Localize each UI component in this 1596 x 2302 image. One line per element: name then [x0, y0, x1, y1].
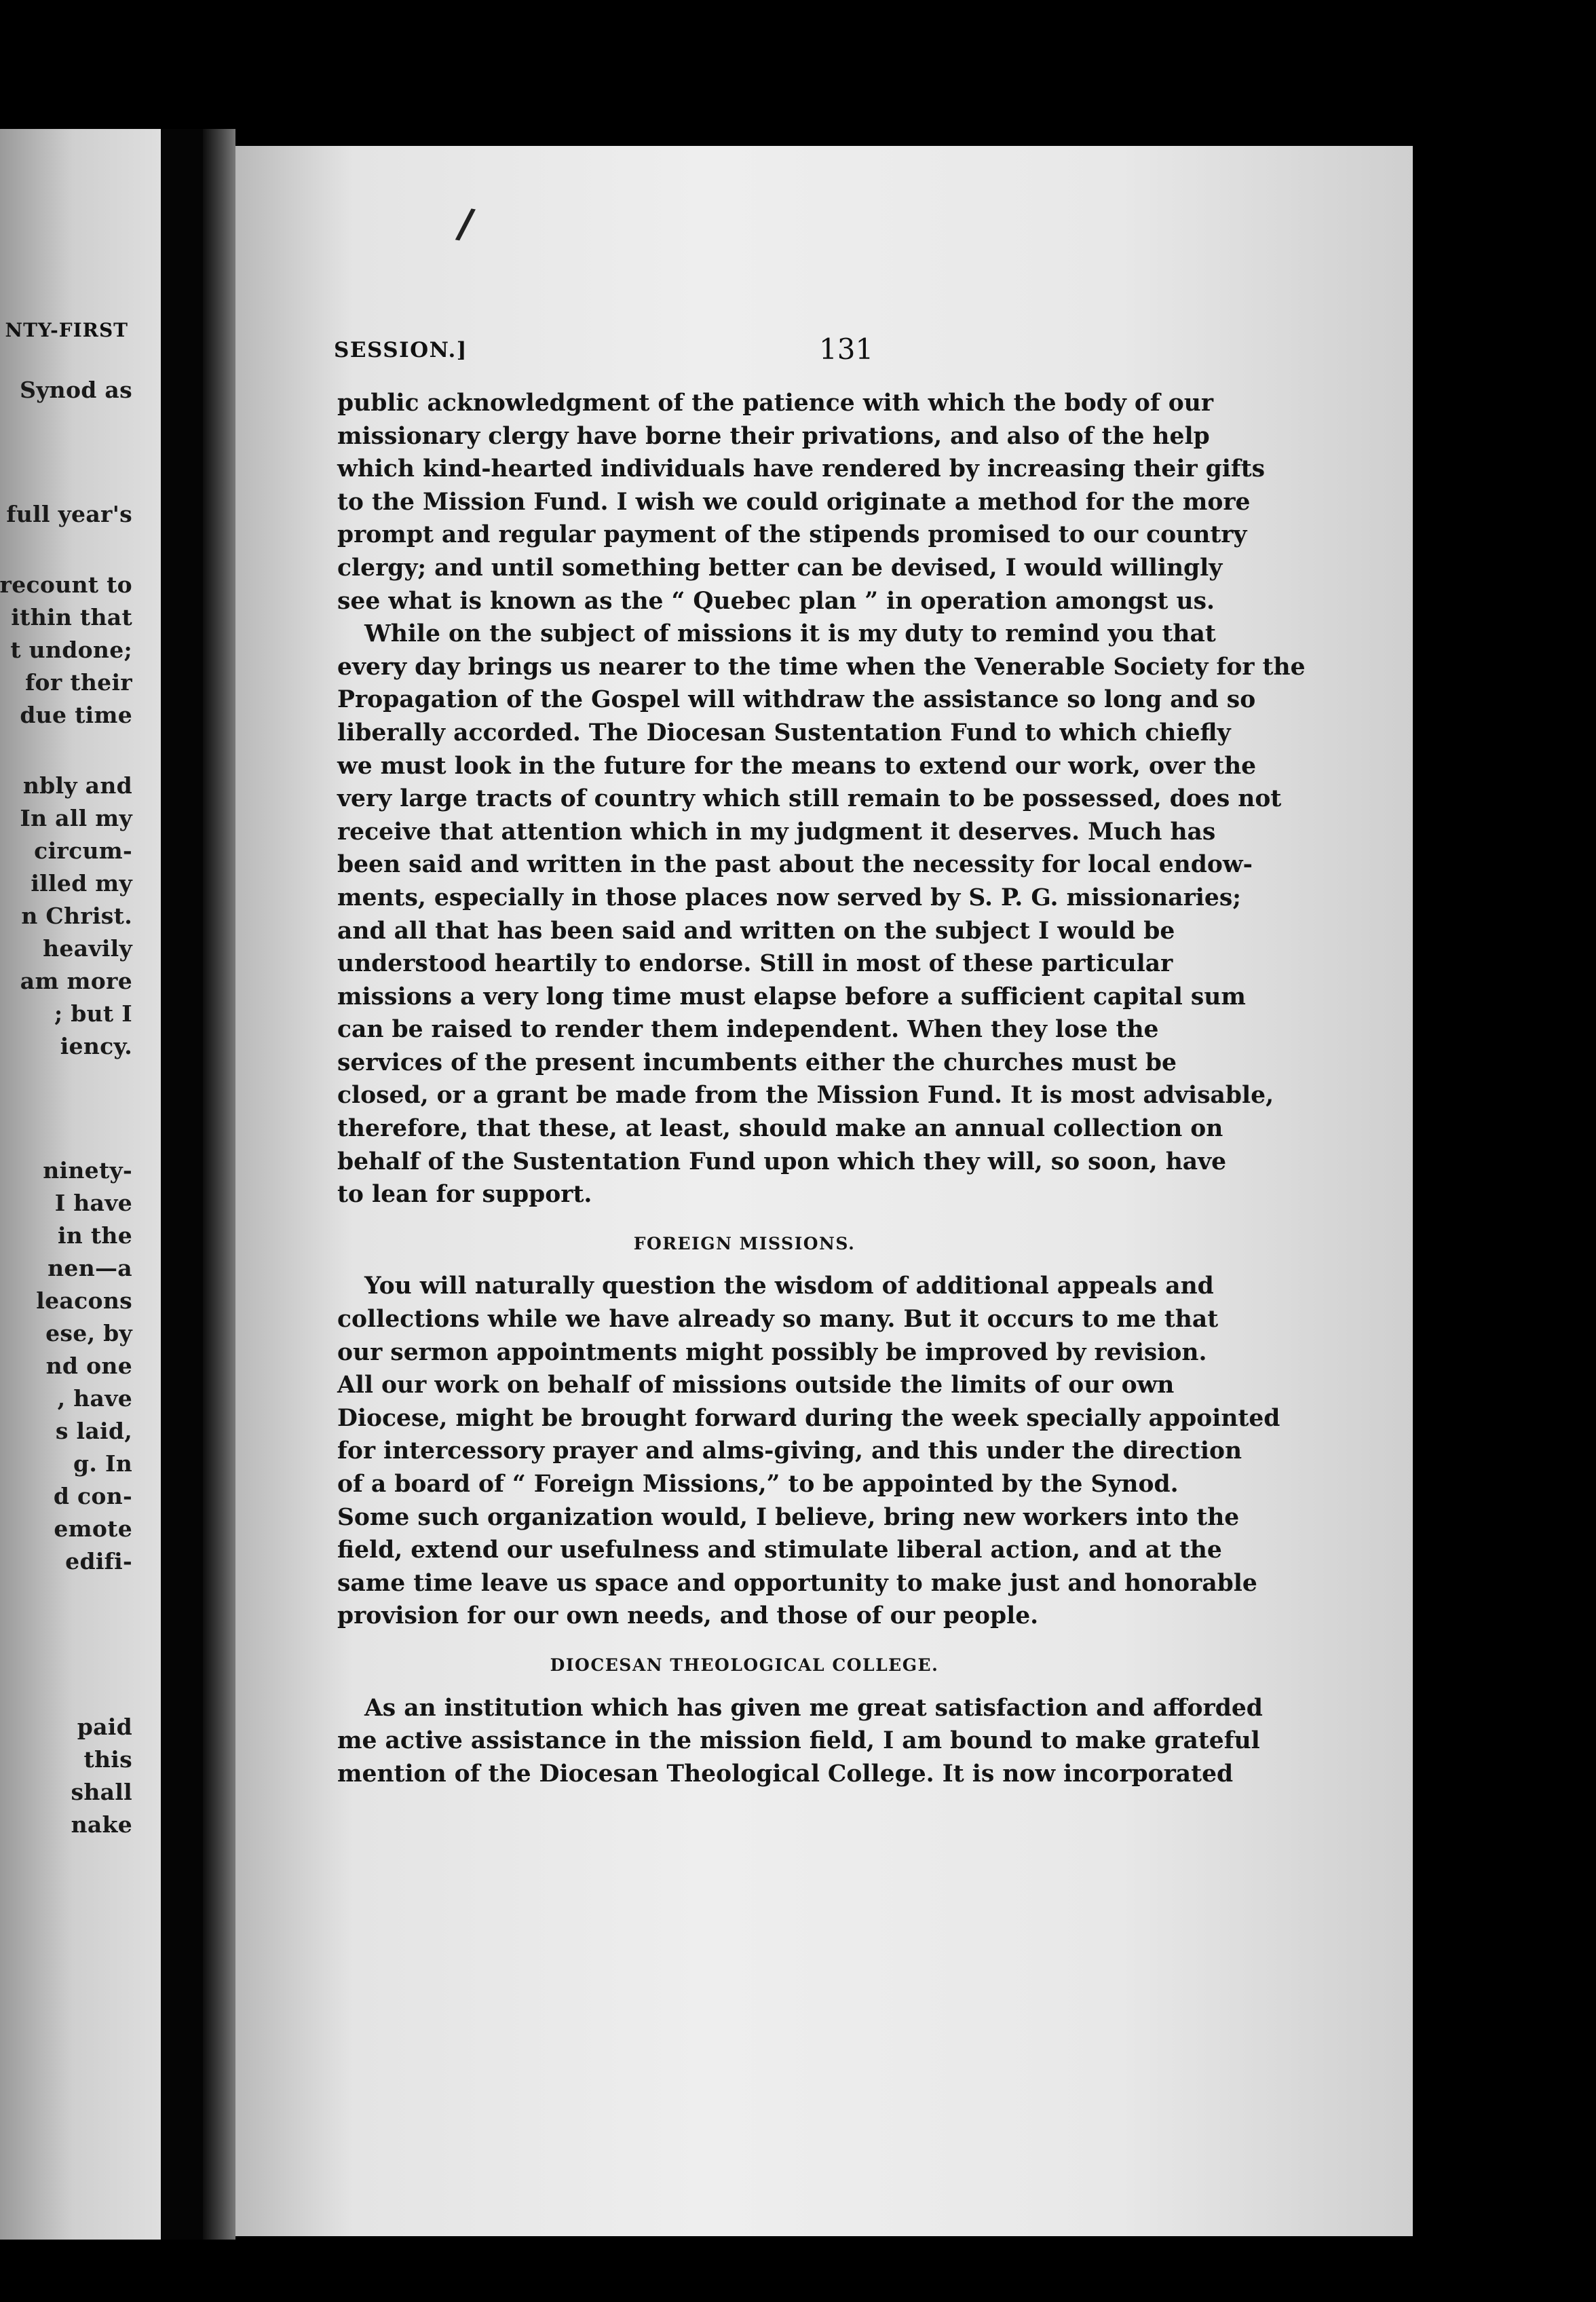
- book-gutter: [161, 129, 203, 2240]
- text-line: our sermon appointments might possibly be improved by revision.: [337, 1338, 1207, 1366]
- body-text: [337, 387, 1306, 1790]
- text-line: can be raised to render them independent. When they lose the: [337, 1016, 1159, 1044]
- text-line: liberally accorded. The Diocesan Sustentation Fund to which chiefly: [337, 719, 1231, 747]
- left-line: nen—a: [48, 1255, 132, 1281]
- left-line: in the: [57, 1222, 132, 1249]
- page-131: [235, 146, 1413, 2236]
- text-line: of a board of “ Foreign Missions,” to be appointed by the Synod.: [337, 1471, 1179, 1498]
- left-line: edifi-: [65, 1548, 132, 1574]
- text-line: to the Mission Fund. I wish we could originate a method for the more: [337, 488, 1251, 516]
- left-line: nbly and: [22, 772, 132, 799]
- left-line: , have: [57, 1385, 132, 1412]
- left-line: paid: [77, 1714, 132, 1740]
- left-line: ; but I: [54, 1000, 132, 1027]
- left-line: g. In: [73, 1450, 132, 1477]
- text-line: receive that attention which in my judgment it deserves. Much has: [337, 818, 1216, 846]
- left-line: nd one: [45, 1353, 132, 1379]
- text-line: see what is known as the “ Quebec plan ” in operation amongst us.: [337, 587, 1215, 615]
- text-line: All our work on behalf of missions outside the limits of our own: [337, 1372, 1175, 1399]
- left-line: this: [83, 1746, 132, 1773]
- text-line: missionary clergy have borne their privations, and also of the help: [337, 422, 1210, 450]
- left-line: iency.: [60, 1033, 132, 1059]
- text-line: therefore, that these, at least, should make an annual collection on: [337, 1115, 1223, 1143]
- text-line: missions a very long time must elapse before a sufficient capital sum: [337, 983, 1246, 1011]
- left-line: n Christ.: [21, 903, 132, 929]
- left-line: d con-: [53, 1483, 132, 1509]
- left-line: due time: [20, 702, 132, 728]
- section-heading: DIOCESAN THEOLOGICAL COLLEGE.: [550, 1655, 939, 1675]
- left-line: emote: [54, 1515, 132, 1542]
- text-line: Some such organization would, I believe, bring new workers into the: [337, 1503, 1240, 1531]
- text-line: been said and written in the past about the necessity for local endow-: [337, 851, 1253, 879]
- text-line: ments, especially in those places now served by S. P. G. missionaries;: [337, 884, 1241, 911]
- text-line: As an institution which has given me great satisfaction and afforded: [364, 1694, 1263, 1722]
- left-running-head: NTY-FIRST: [5, 319, 128, 341]
- left-line: t undone;: [10, 637, 132, 663]
- left-line: ese, by: [45, 1320, 132, 1346]
- left-line: ithin that: [11, 604, 132, 630]
- text-line: which kind-hearted individuals have rendered by increasing their gifts: [337, 455, 1266, 483]
- text-line: understood heartily to endorse. Still in most of these particular: [337, 950, 1173, 978]
- left-line: ninety-: [43, 1157, 132, 1184]
- text-line: every day brings us nearer to the time when the Venerable Society for the: [337, 653, 1306, 681]
- left-line: Synod as: [20, 377, 132, 403]
- left-line: shall: [71, 1779, 132, 1805]
- text-line: field, extend our usefulness and stimulate liberal action, and at the: [337, 1536, 1222, 1564]
- text-line: Diocese, might be brought forward during the week specially appointed: [337, 1404, 1280, 1432]
- gutter-shadow: [203, 129, 235, 2240]
- left-line: illed my: [31, 870, 132, 897]
- running-head-label: SESSION.]: [334, 338, 468, 362]
- left-line: leacons: [36, 1287, 132, 1314]
- text-line: clergy; and until something better can be devised, I would willingly: [337, 554, 1223, 582]
- left-line: I have: [54, 1190, 132, 1216]
- text-line: very large tracts of country which still remain to be possessed, does not: [337, 785, 1282, 813]
- left-line: full year's: [6, 501, 132, 527]
- left-line: heavily: [43, 935, 132, 962]
- text-line: While on the subject of missions it is my duty to remind you that: [364, 620, 1216, 648]
- text-line: closed, or a grant be made from the Mission Fund. It is most advisable,: [337, 1082, 1274, 1110]
- text-line: same time leave us space and opportunity to make just and honorable: [337, 1569, 1257, 1597]
- left-line: recount to: [0, 571, 132, 598]
- page-number: 131: [819, 333, 874, 366]
- text-line: and all that has been said and written on the subject I would be: [337, 917, 1175, 945]
- text-line: mention of the Diocesan Theological College. It is now incorporated: [337, 1760, 1234, 1788]
- text-line: collections while we have already so many. But it occurs to me that: [337, 1306, 1219, 1334]
- text-line: me active assistance in the mission field, I am bound to make grateful: [337, 1727, 1260, 1755]
- text-line: to lean for support.: [337, 1181, 592, 1209]
- left-line: nake: [71, 1811, 132, 1838]
- pencil-mark: /: [454, 199, 477, 249]
- text-line: we must look in the future for the means to extend our work, over the: [337, 752, 1257, 780]
- text-line: Propagation of the Gospel will withdraw the assistance so long and so: [337, 686, 1256, 714]
- text-line: behalf of the Sustentation Fund upon which they will, so soon, have: [337, 1148, 1227, 1175]
- text-line: prompt and regular payment of the stipends promised to our country: [337, 521, 1247, 549]
- text-line: provision for our own needs, and those of our people.: [337, 1602, 1039, 1630]
- left-line: In all my: [20, 805, 132, 831]
- text-line: You will naturally question the wisdom of additional appeals and: [364, 1272, 1214, 1300]
- text-line: for intercessory prayer and alms-giving, and this under the direction: [337, 1437, 1242, 1465]
- left-line: am more: [20, 968, 132, 994]
- running-head: [334, 333, 1392, 366]
- text-line: public acknowledgment of the patience with which the body of our: [337, 390, 1214, 417]
- section-heading: FOREIGN MISSIONS.: [633, 1233, 856, 1253]
- text-line: services of the present incumbents either the churches must be: [337, 1049, 1177, 1076]
- left-line: circum-: [34, 837, 132, 864]
- left-line: for their: [25, 669, 132, 696]
- left-line: s laid,: [55, 1418, 132, 1444]
